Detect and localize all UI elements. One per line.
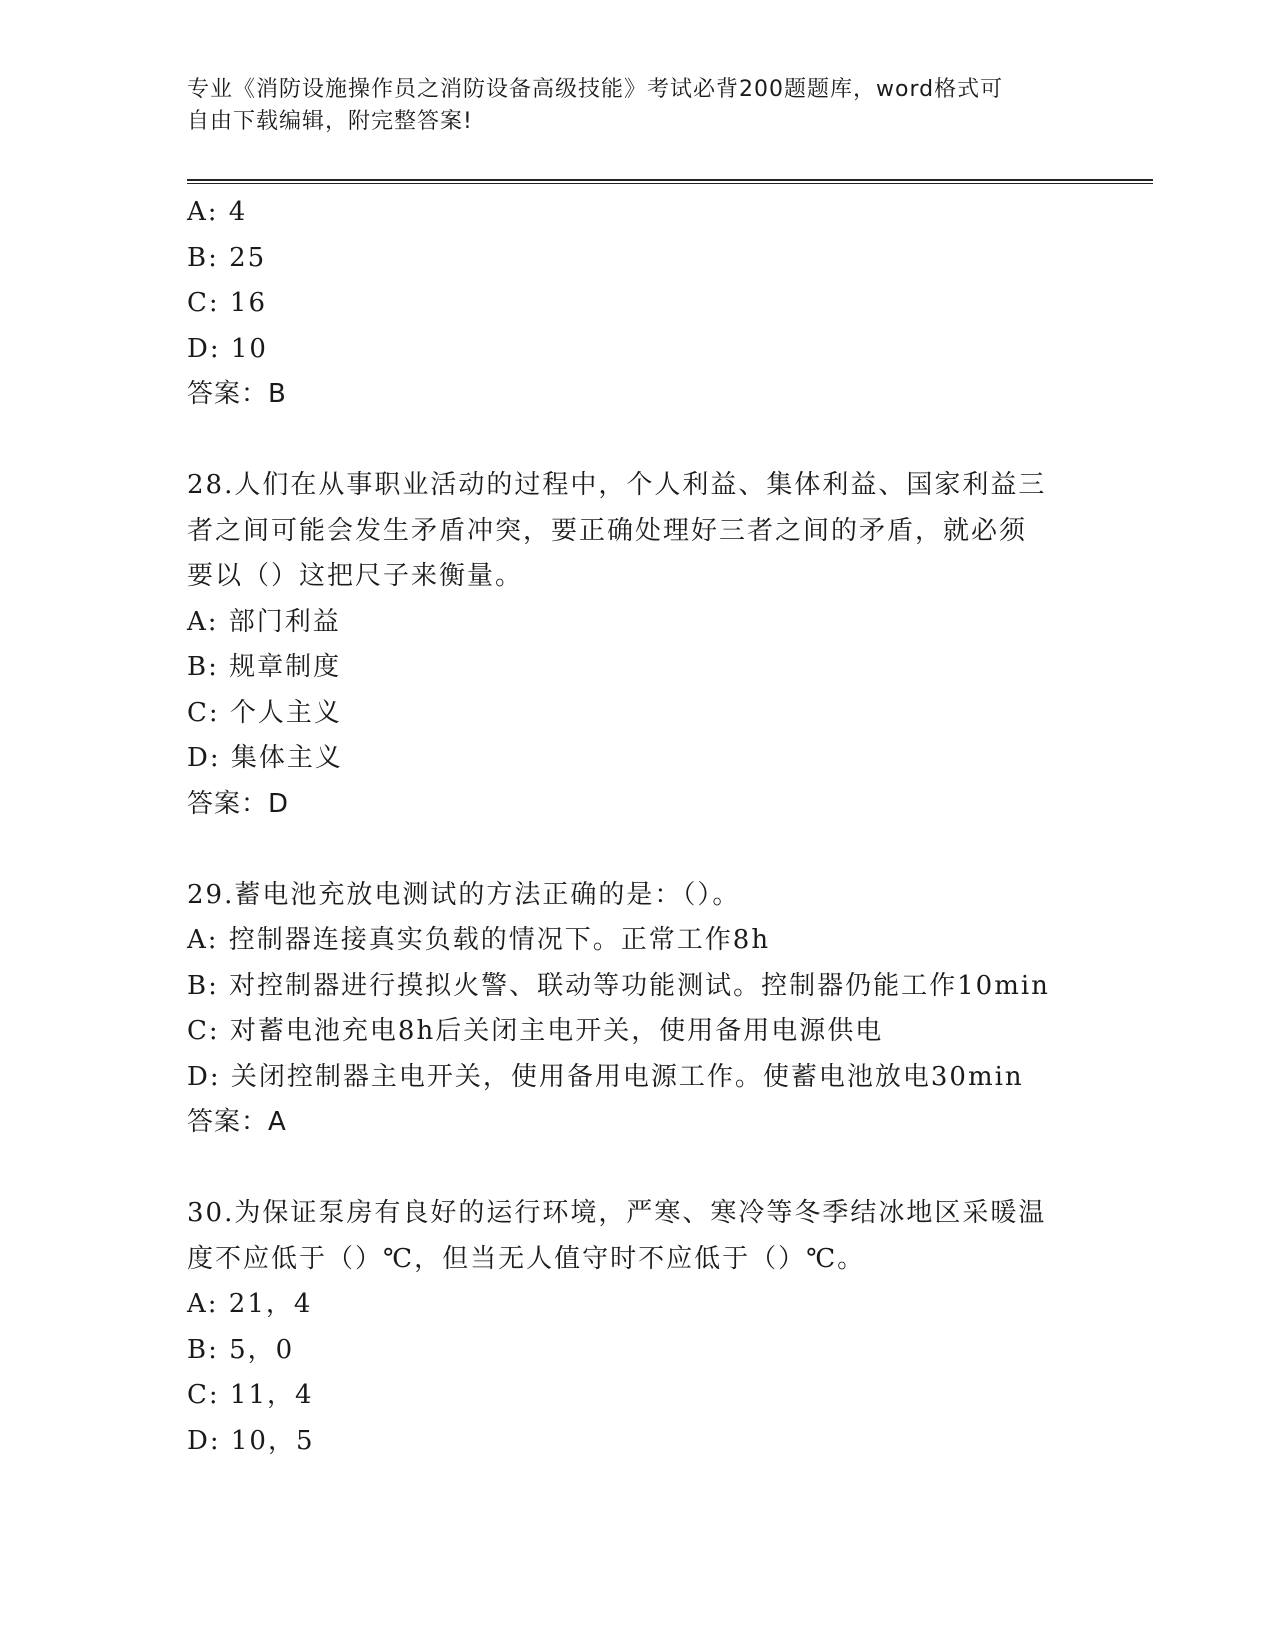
option-d: D: 10，5 bbox=[187, 1425, 315, 1456]
answer-line: 答案：D bbox=[187, 788, 290, 819]
option-d: D: 10 bbox=[187, 333, 268, 364]
option-c: C: 11，4 bbox=[187, 1380, 314, 1410]
spacer bbox=[187, 418, 1127, 464]
option-c: C: 个人主义 bbox=[187, 697, 342, 728]
option-d: D: 集体主义 bbox=[187, 743, 343, 773]
option-b: B: 对控制器进行摸拟火警、联动等功能测试。控制器仍能工作10min bbox=[187, 970, 1050, 1001]
question-text-line-1: 30.为保证泵房有良好的运行环境，严寒、寒冷等冬季结冰地区采暖温 bbox=[187, 1198, 1047, 1228]
header-line-1: 专业《消防设施操作员之消防设备高级技能》考试必背200题题库，word格式可 bbox=[187, 77, 1004, 102]
option-c: C: 16 bbox=[187, 288, 268, 318]
option-d: D: 关闭控制器主电开关，使用备用电源工作。使蓄电池放电30min bbox=[187, 1061, 1024, 1092]
question-block-27 bbox=[187, 190, 1127, 418]
option-a: A: 部门利益 bbox=[187, 606, 341, 637]
question-text-line-1: 28.人们在从事职业活动的过程中，个人利益、集体利益、国家利益三 bbox=[187, 470, 1047, 500]
option-b: B: 规章制度 bbox=[187, 652, 342, 682]
page-header bbox=[187, 74, 1087, 138]
answer-line: 答案：B bbox=[187, 379, 287, 409]
question-block-28 bbox=[187, 463, 1127, 827]
option-c: C: 对蓄电池充电8h后关闭主电开关，使用备用电源供电 bbox=[187, 1016, 884, 1046]
question-text-line-2: 度不应低于（）℃，但当无人值守时不应低于（）℃。 bbox=[187, 1243, 866, 1274]
option-b: B: 5，0 bbox=[187, 1334, 295, 1365]
question-text-line-3: 要以（）这把尺子来衡量。 bbox=[187, 561, 524, 591]
header-line-2: 自由下载编辑，附完整答案! bbox=[187, 109, 473, 134]
question-text-line-1: 29.蓄电池充放电测试的方法正确的是：（）。 bbox=[187, 879, 741, 910]
question-list bbox=[187, 190, 1127, 1464]
header-divider-thick bbox=[187, 179, 1153, 181]
header-divider-thin bbox=[187, 183, 1153, 184]
question-block-30 bbox=[187, 1191, 1127, 1464]
option-a: A: 控制器连接真实负载的情况下。正常工作8h bbox=[187, 925, 771, 955]
question-block-29 bbox=[187, 873, 1127, 1146]
option-a: A: 4 bbox=[187, 197, 248, 227]
question-text-line-2: 者之间可能会发生矛盾冲突，要正确处理好三者之间的矛盾，就必须 bbox=[187, 515, 1028, 546]
option-b: B: 25 bbox=[187, 242, 267, 273]
spacer bbox=[187, 827, 1127, 873]
answer-line: 答案：A bbox=[187, 1107, 287, 1137]
spacer bbox=[187, 1146, 1127, 1192]
option-a: A: 21，4 bbox=[187, 1289, 313, 1319]
